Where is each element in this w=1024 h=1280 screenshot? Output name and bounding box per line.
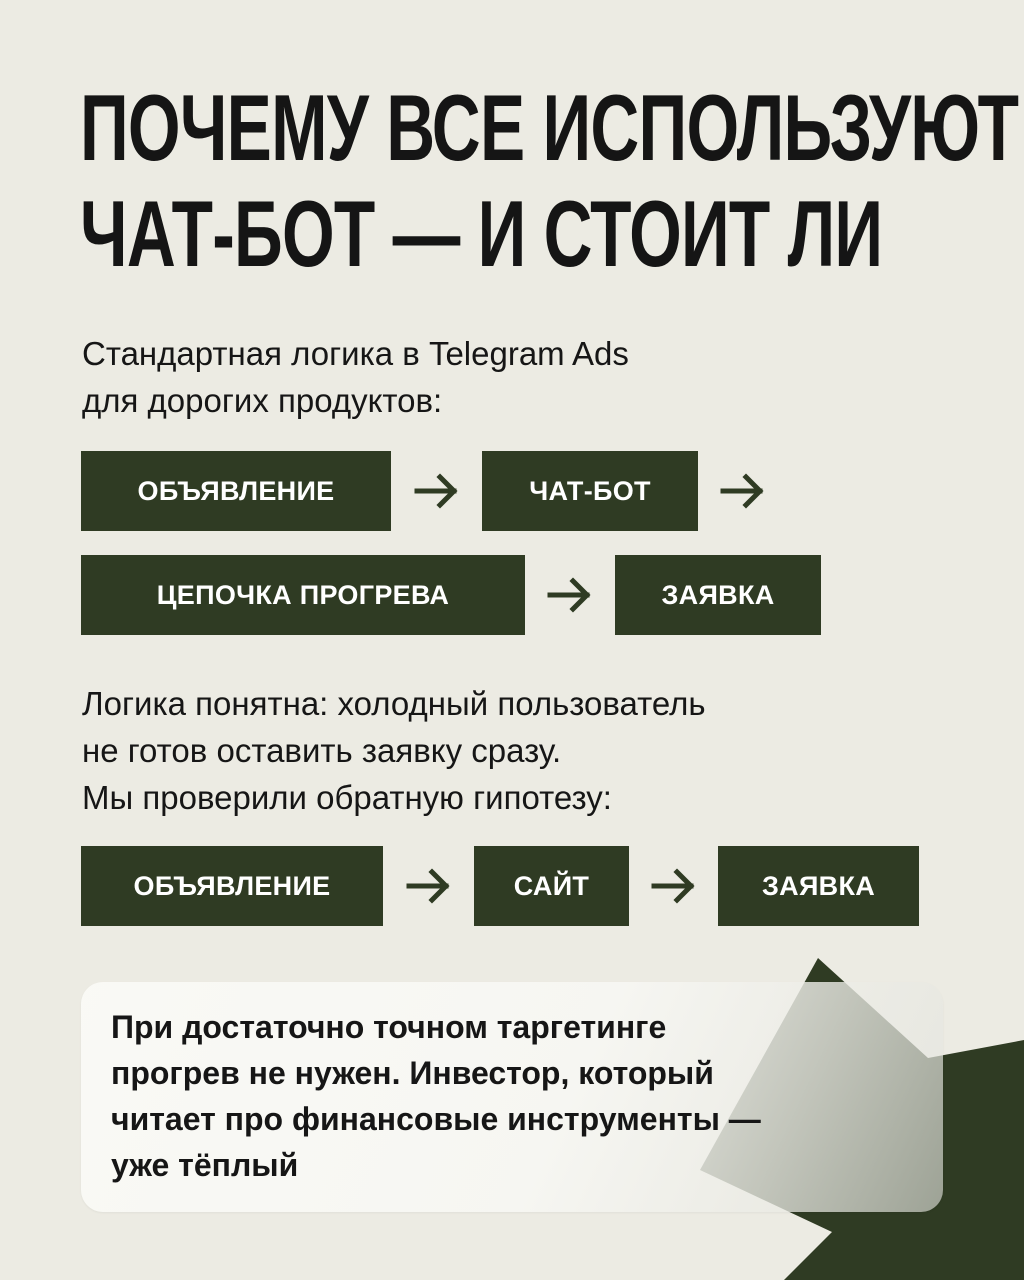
conclusion-callout [81, 982, 943, 1212]
flow-step-chatbot: ЧАТ-БОТ [482, 451, 698, 531]
arrow-right-icon [720, 469, 766, 513]
flow-step-application: ЗАЯВКА [718, 846, 919, 926]
title-line-2: ЧАТ-БОТ — И СТОИТ ЛИ [80, 181, 883, 286]
flow-step-ad: ОБЪЯВЛЕНИЕ [81, 451, 391, 531]
flow-step-nurture-chain: ЦЕПОЧКА ПРОГРЕВА [81, 555, 525, 635]
title-line-1: ПОЧЕМУ ВСЕ ИСПОЛЬЗУЮТ [80, 75, 1019, 180]
test-flow-row [81, 846, 921, 926]
callout-line-2: прогрев не нужен. Инвестор, который [111, 1055, 714, 1091]
standard-flow-row-1 [81, 451, 781, 531]
flow-step-site: САЙТ [474, 846, 629, 926]
arrow-right-icon [406, 864, 452, 908]
arrow-right-icon [414, 469, 460, 513]
standard-flow-row-2 [81, 555, 821, 635]
page-title [80, 75, 1019, 286]
logic-line-1: Логика понятна: холодный пользователь [82, 685, 706, 722]
intro-line-2: для дорогих продуктов: [82, 382, 443, 419]
callout-line-3: читает про финансовые инструменты — [111, 1101, 761, 1137]
intro-line-1: Стандартная логика в Telegram Ads [82, 335, 629, 372]
logic-text [82, 680, 706, 821]
callout-text [111, 1004, 761, 1188]
flow-step-ad: ОБЪЯВЛЕНИЕ [81, 846, 383, 926]
flow-step-application: ЗАЯВКА [615, 555, 821, 635]
callout-line-1: При достаточно точном таргетинге [111, 1009, 667, 1045]
logic-line-3: Мы проверили обратную гипотезу: [82, 779, 612, 816]
callout-line-4: уже тёплый [111, 1147, 299, 1183]
logic-line-2: не готов оставить заявку сразу. [82, 732, 562, 769]
arrow-right-icon [651, 864, 697, 908]
arrow-right-icon [547, 573, 593, 617]
intro-text [82, 330, 629, 424]
